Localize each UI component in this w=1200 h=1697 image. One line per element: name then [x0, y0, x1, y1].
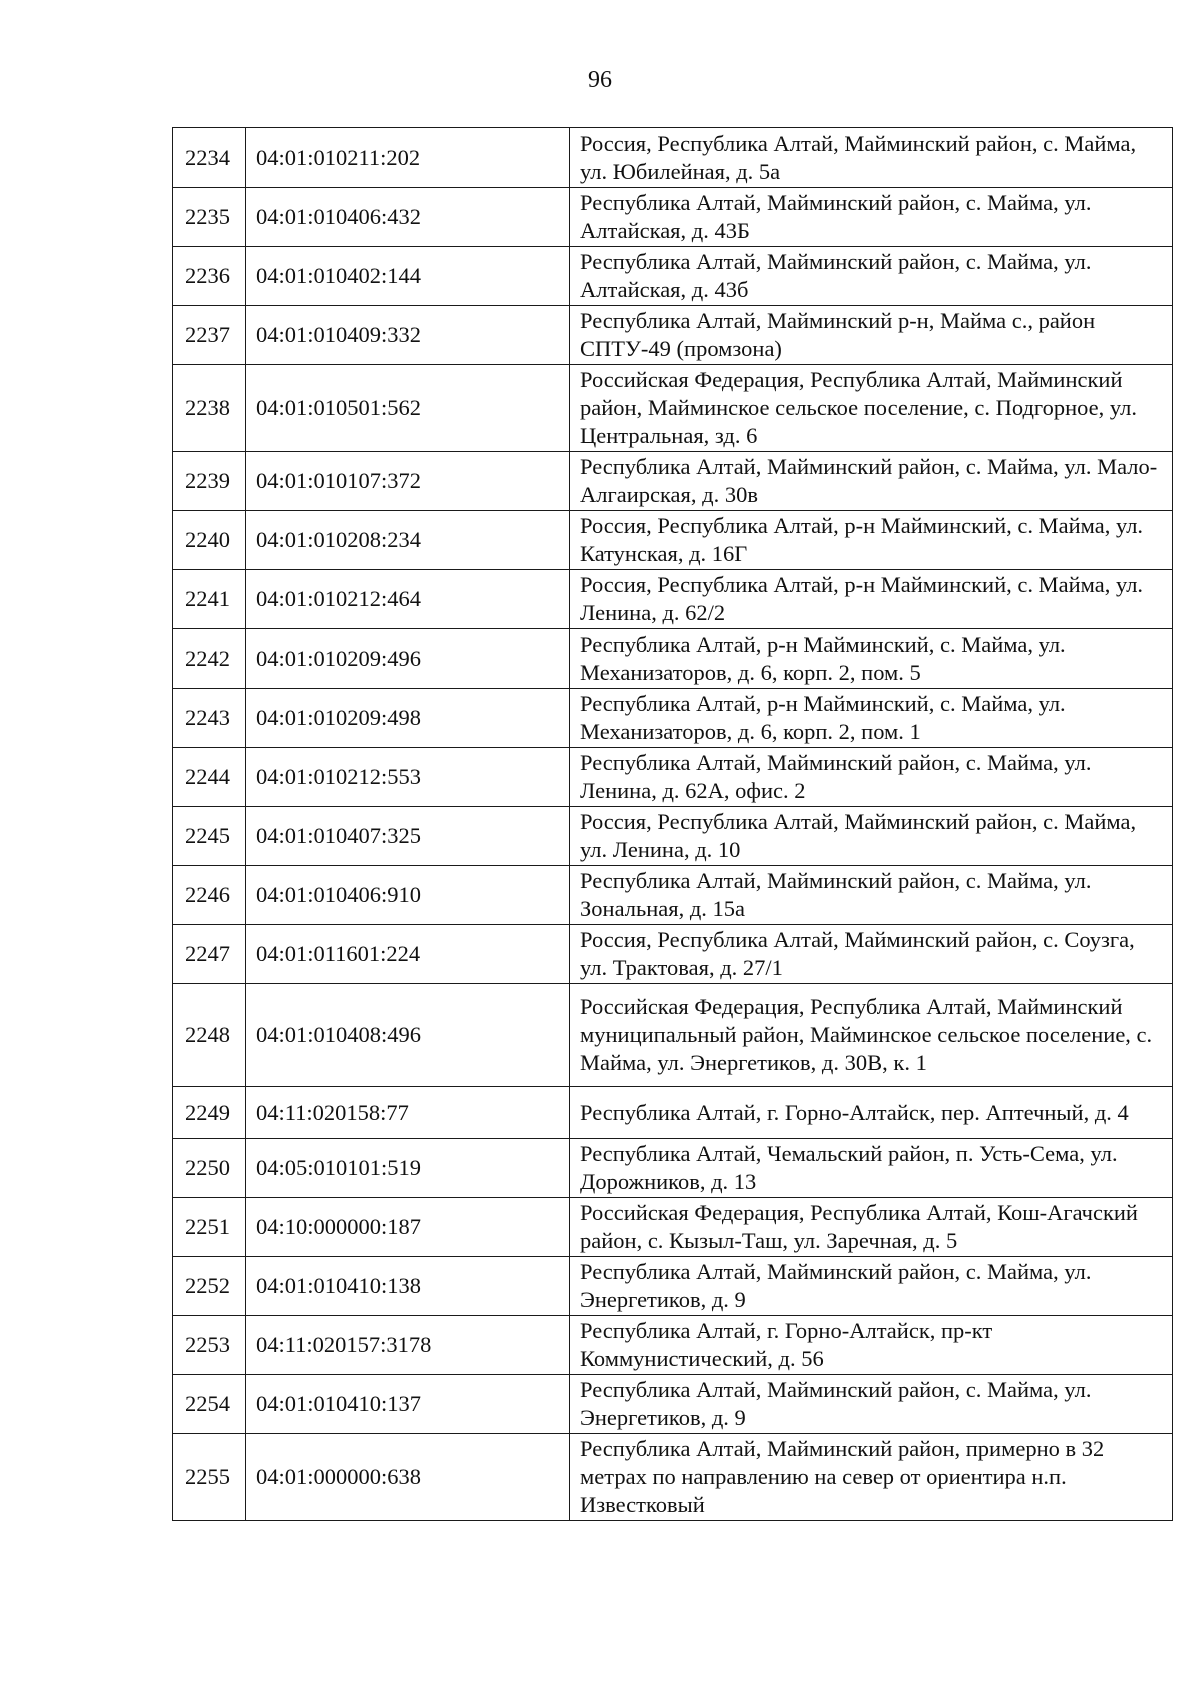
table-row — [173, 1316, 1173, 1375]
table-row — [173, 306, 1173, 365]
table-row — [173, 188, 1173, 247]
cadastral-number-cell: 04:01:010407:325 — [246, 807, 570, 866]
cadastral-number-cell: 04:01:010406:432 — [246, 188, 570, 247]
cadastral-number-cell: 04:01:010410:137 — [246, 1375, 570, 1434]
row-number-cell: 2242 — [173, 629, 246, 689]
table-row — [173, 511, 1173, 570]
row-number-cell: 2252 — [173, 1257, 246, 1316]
table-row — [173, 1139, 1173, 1198]
registry-table — [172, 127, 1173, 1521]
cadastral-number-cell: 04:01:010410:138 — [246, 1257, 570, 1316]
cadastral-number-cell: 04:01:011601:224 — [246, 925, 570, 984]
table-row — [173, 689, 1173, 748]
cadastral-number-cell: 04:01:010212:464 — [246, 570, 570, 629]
cadastral-number-cell: 04:01:010212:553 — [246, 748, 570, 807]
row-number-cell: 2235 — [173, 188, 246, 247]
table-row — [173, 807, 1173, 866]
table-row — [173, 365, 1173, 452]
row-number-cell: 2241 — [173, 570, 246, 629]
row-number-cell: 2253 — [173, 1316, 246, 1375]
address-cell: Республика Алтай, Майминский район, с. Майма, ул. Энергетиков, д. 9 — [570, 1257, 1173, 1316]
row-number-cell: 2243 — [173, 689, 246, 748]
row-number-cell: 2237 — [173, 306, 246, 365]
address-cell: Республика Алтай, г. Горно-Алтайск, пер. Аптечный, д. 4 — [570, 1087, 1173, 1139]
address-cell: Российская Федерация, Республика Алтай, Кош-Агачский район, с. Кызыл-Таш, ул. Заречная, д. 5 — [570, 1198, 1173, 1257]
row-number-cell: 2240 — [173, 511, 246, 570]
address-cell: Республика Алтай, Чемальский район, п. Усть-Сема, ул. Дорожников, д. 13 — [570, 1139, 1173, 1198]
table-row — [173, 1257, 1173, 1316]
address-cell: Республика Алтай, Майминский район, с. Майма, ул. Алтайская, д. 43б — [570, 247, 1173, 306]
address-cell: Республика Алтай, р-н Майминский, с. Майма, ул. Механизаторов, д. 6, корп. 2, пом. 5 — [570, 629, 1173, 689]
cadastral-number-cell: 04:01:010209:498 — [246, 689, 570, 748]
address-cell: Россия, Республика Алтай, р-н Майминский, с. Майма, ул. Ленина, д. 62/2 — [570, 570, 1173, 629]
row-number-cell: 2248 — [173, 984, 246, 1087]
row-number-cell: 2238 — [173, 365, 246, 452]
table-row — [173, 570, 1173, 629]
table-row — [173, 748, 1173, 807]
cadastral-number-cell: 04:01:010208:234 — [246, 511, 570, 570]
address-cell: Россия, Республика Алтай, Майминский район, с. Соузга, ул. Трактовая, д. 27/1 — [570, 925, 1173, 984]
cadastral-number-cell: 04:01:010408:496 — [246, 984, 570, 1087]
address-cell: Республика Алтай, р-н Майминский, с. Майма, ул. Механизаторов, д. 6, корп. 2, пом. 1 — [570, 689, 1173, 748]
cadastral-number-cell: 04:05:010101:519 — [246, 1139, 570, 1198]
address-cell: Республика Алтай, Майминский район, с. Майма, ул. Алтайская, д. 43Б — [570, 188, 1173, 247]
address-cell: Россия, Республика Алтай, р-н Майминский, с. Майма, ул. Катунская, д. 16Г — [570, 511, 1173, 570]
table-row — [173, 128, 1173, 188]
row-number-cell: 2246 — [173, 866, 246, 925]
table-row — [173, 925, 1173, 984]
cadastral-number-cell: 04:01:010402:144 — [246, 247, 570, 306]
cadastral-number-cell: 04:01:010107:372 — [246, 452, 570, 511]
cadastral-number-cell: 04:01:000000:638 — [246, 1434, 570, 1521]
address-cell: Россия, Республика Алтай, Майминский район, с. Майма, ул. Ленина, д. 10 — [570, 807, 1173, 866]
address-cell: Российская Федерация, Республика Алтай, Майминский район, Майминское сельское поселение, с. Подгорное, ул. Центральная, зд. 6 — [570, 365, 1173, 452]
table-row — [173, 1198, 1173, 1257]
table-row — [173, 629, 1173, 689]
cadastral-number-cell: 04:11:020158:77 — [246, 1087, 570, 1139]
registry-table-body — [173, 128, 1173, 1521]
page-number: 96 — [588, 67, 612, 93]
cadastral-number-cell: 04:01:010409:332 — [246, 306, 570, 365]
address-cell: Республика Алтай, Майминский район, с. Майма, ул. Энергетиков, д. 9 — [570, 1375, 1173, 1434]
cadastral-number-cell: 04:01:010211:202 — [246, 128, 570, 188]
address-cell: Российская Федерация, Республика Алтай, Майминский муниципальный район, Майминское сельское поселение, с. Майма, ул. Энергетиков, д. 30В, к. 1 — [570, 984, 1173, 1087]
row-number-cell: 2245 — [173, 807, 246, 866]
row-number-cell: 2239 — [173, 452, 246, 511]
cadastral-number-cell: 04:11:020157:3178 — [246, 1316, 570, 1375]
table-row — [173, 866, 1173, 925]
cadastral-number-cell: 04:01:010501:562 — [246, 365, 570, 452]
row-number-cell: 2255 — [173, 1434, 246, 1521]
row-number-cell: 2249 — [173, 1087, 246, 1139]
table-row — [173, 1087, 1173, 1139]
row-number-cell: 2236 — [173, 247, 246, 306]
cadastral-number-cell: 04:10:000000:187 — [246, 1198, 570, 1257]
address-cell: Россия, Республика Алтай, Майминский район, с. Майма, ул. Юбилейная, д. 5а — [570, 128, 1173, 188]
address-cell: Республика Алтай, Майминский район, примерно в 32 метрах по направлению на север от ориентира н.п. Известковый — [570, 1434, 1173, 1521]
row-number-cell: 2254 — [173, 1375, 246, 1434]
row-number-cell: 2234 — [173, 128, 246, 188]
table-row — [173, 247, 1173, 306]
cadastral-number-cell: 04:01:010406:910 — [246, 866, 570, 925]
table-row — [173, 1375, 1173, 1434]
row-number-cell: 2251 — [173, 1198, 246, 1257]
address-cell: Республика Алтай, Майминский р-н, Майма с., район СПТУ-49 (промзона) — [570, 306, 1173, 365]
address-cell: Республика Алтай, Майминский район, с. Майма, ул. Ленина, д. 62А, офис. 2 — [570, 748, 1173, 807]
row-number-cell: 2247 — [173, 925, 246, 984]
table-row — [173, 984, 1173, 1087]
table-row — [173, 1434, 1173, 1521]
row-number-cell: 2244 — [173, 748, 246, 807]
address-cell: Республика Алтай, Майминский район, с. Майма, ул. Зональная, д. 15а — [570, 866, 1173, 925]
table-row — [173, 452, 1173, 511]
cadastral-number-cell: 04:01:010209:496 — [246, 629, 570, 689]
address-cell: Республика Алтай, Майминский район, с. Майма, ул. Мало-Алгаирская, д. 30в — [570, 452, 1173, 511]
address-cell: Республика Алтай, г. Горно-Алтайск, пр-кт Коммунистический, д. 56 — [570, 1316, 1173, 1375]
row-number-cell: 2250 — [173, 1139, 246, 1198]
